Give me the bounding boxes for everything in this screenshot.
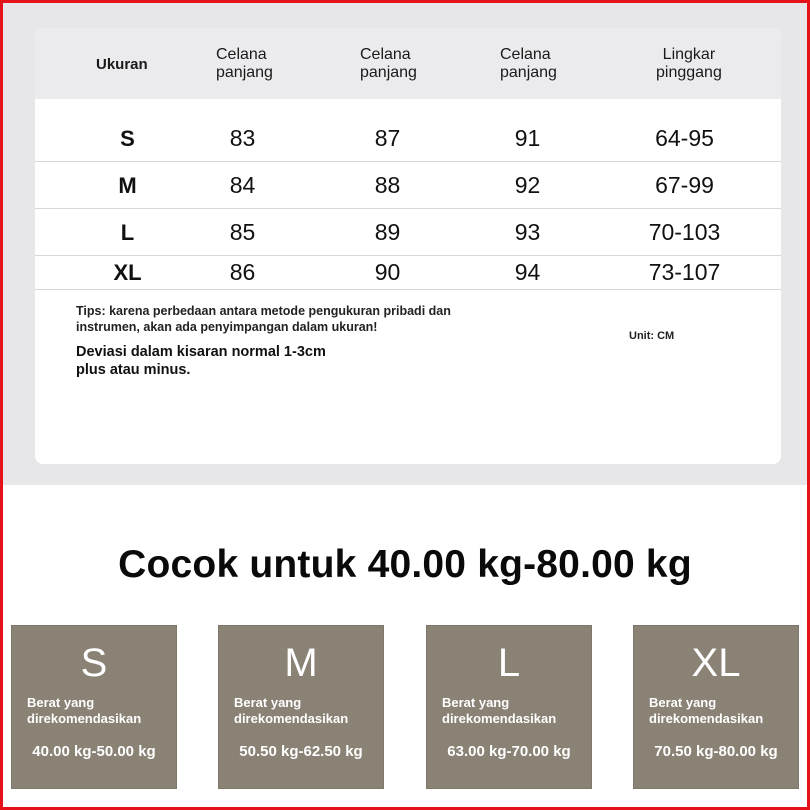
row-waist: 70-103 bbox=[648, 219, 721, 245]
tile-weight-range: 50.50 kg-62.50 kg bbox=[239, 743, 363, 760]
row-value: 91 bbox=[514, 125, 541, 151]
table-row bbox=[35, 256, 781, 290]
tile-weight-range: 40.00 kg-50.00 kg bbox=[32, 743, 156, 760]
size-tile-m bbox=[218, 625, 384, 789]
size-tile-xl bbox=[633, 625, 799, 789]
tile-size: XL bbox=[691, 641, 741, 685]
unit-label: Unit: CM bbox=[629, 330, 675, 342]
header-pants-length-2: Celana panjang bbox=[360, 46, 417, 81]
row-value: 89 bbox=[374, 219, 401, 245]
table-row bbox=[35, 210, 781, 256]
row-value: 85 bbox=[229, 219, 256, 245]
row-value: 94 bbox=[514, 259, 541, 285]
tile-size: S bbox=[80, 641, 108, 685]
row-size: M bbox=[118, 172, 137, 198]
measurement-tips: Tips: karena perbedaan antara metode pengukuran pribadi dan instrumen, akan ada penyimpangan dalam ukuran! bbox=[76, 304, 451, 334]
deviation-note: Deviasi dalam kisaran normal 1-3cm plus atau minus. bbox=[76, 344, 326, 378]
row-size: L bbox=[120, 219, 135, 245]
tile-recommended-label: Berat yang direkomendasikan bbox=[234, 695, 349, 726]
tile-weight-range: 63.00 kg-70.00 kg bbox=[447, 743, 571, 760]
table-row bbox=[35, 116, 781, 162]
table-row bbox=[35, 163, 781, 209]
header-pants-length-1: Celana panjang bbox=[216, 46, 273, 81]
header-pants-length-3: Celana panjang bbox=[500, 46, 557, 81]
tile-recommended-label: Berat yang direkomendasikan bbox=[27, 695, 142, 726]
size-chart-card bbox=[35, 28, 781, 464]
header-size: Ukuran bbox=[96, 56, 148, 73]
row-waist: 67-99 bbox=[655, 172, 714, 198]
row-value: 83 bbox=[229, 125, 256, 151]
row-value: 84 bbox=[229, 172, 256, 198]
tile-recommended-label: Berat yang direkomendasikan bbox=[442, 695, 557, 726]
tile-size: M bbox=[284, 641, 318, 685]
tile-size: L bbox=[497, 641, 521, 685]
row-value: 88 bbox=[374, 172, 401, 198]
row-value: 87 bbox=[374, 125, 401, 151]
row-value: 86 bbox=[229, 259, 256, 285]
row-value: 92 bbox=[514, 172, 541, 198]
row-size: S bbox=[120, 125, 135, 151]
table-header bbox=[35, 28, 781, 99]
size-tile-l bbox=[426, 625, 592, 789]
weight-fit-title: Cocok untuk 40.00 kg-80.00 kg bbox=[118, 543, 692, 586]
row-value: 90 bbox=[374, 259, 401, 285]
tile-weight-range: 70.50 kg-80.00 kg bbox=[654, 743, 778, 760]
row-waist: 73-107 bbox=[648, 259, 721, 285]
row-waist: 64-95 bbox=[655, 125, 714, 151]
row-value: 93 bbox=[514, 219, 541, 245]
tile-recommended-label: Berat yang direkomendasikan bbox=[649, 695, 764, 726]
size-tile-s bbox=[11, 625, 177, 789]
row-size: XL bbox=[113, 259, 142, 285]
header-waist: Lingkar pinggang bbox=[656, 46, 722, 81]
